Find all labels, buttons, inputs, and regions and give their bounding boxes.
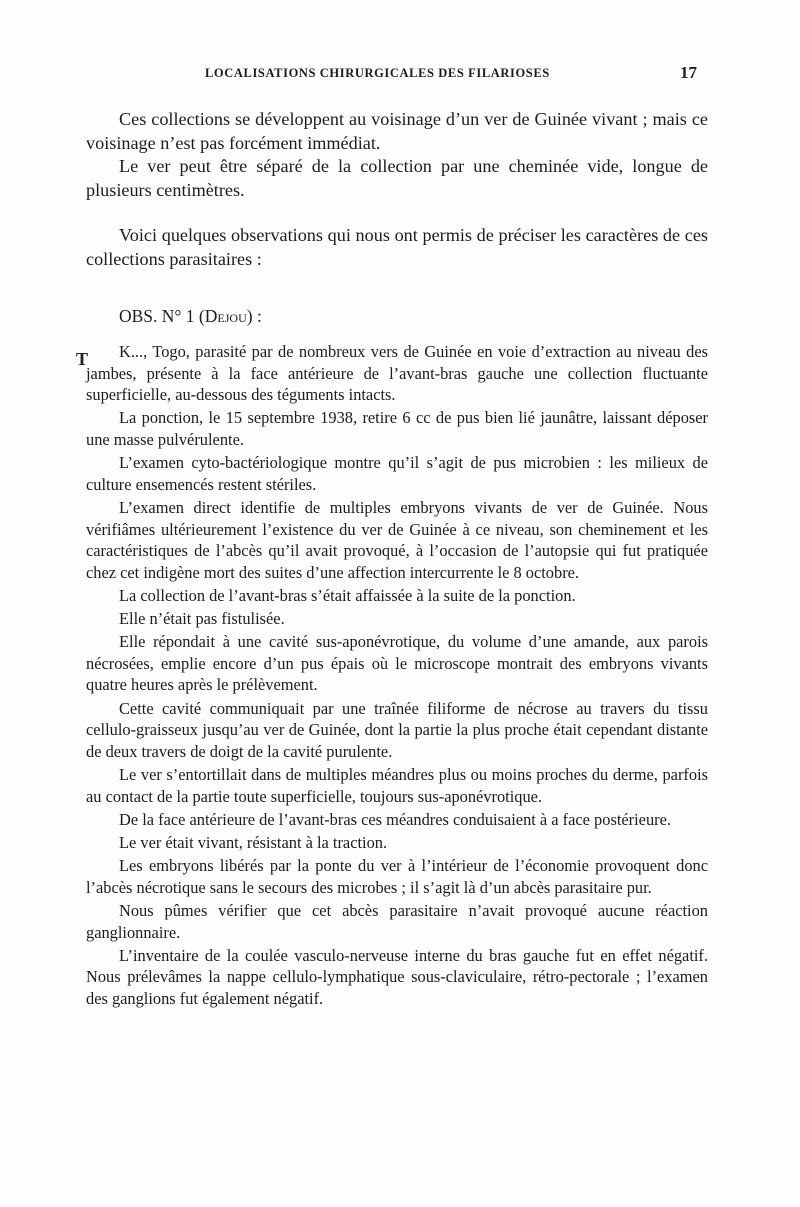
- body-paragraph: Elle répondait à une cavité sus-aponévrotique, du volume d’une amande, aux parois nécrosées, emplie encore d’un pus épais où le microscope montrait des embryons vivants quatre heures après le prélèvement.: [86, 632, 708, 695]
- observation-label: OBS. N° 1 (: [119, 306, 205, 326]
- observation-body: [86, 341, 708, 1011]
- body-paragraph: Le ver s’entortillait dans de multiples méandres plus ou moins proches du derme, parfois au contact de la partie toute superficielle, toujours sus-aponévrotique.: [86, 765, 708, 806]
- intro-paragraph: Voici quelques observations qui nous ont permis de préciser les caractères de ces collections parasitaires :: [86, 225, 708, 269]
- body-paragraph: L’examen direct identifie de multiples embryons vivants de ver de Guinée. Nous vérifiâmes ultérieurement l’existence du ver de Guinée à ce niveau, son cheminement et les caractéristiques de l’abcès qu’il avait provoqué, à l’occasion de l’autopsie qui fut pratiquée chez cet indigène mort des suites d’une affection intercurrente le 8 octobre.: [86, 497, 708, 582]
- intro-paragraph: Ces collections se développent au voisinage d’un ver de Guinée vivant ; mais ce voisinage n’est pas forcément immédiat.: [86, 109, 708, 153]
- margin-mark: T: [76, 349, 89, 369]
- body-paragraph: K..., Togo, parasité par de nombreux vers de Guinée en voie d’extraction au niveau des jambes, présente à la face antérieure de l’avant-bras gauche une collection fluctuante superficielle, au-dessous des téguments intacts.: [86, 342, 708, 405]
- running-title: LOCALISATIONS CHIRURGICALES DES FILARIOSES: [205, 66, 550, 80]
- body-paragraph: Le ver était vivant, résistant à la traction.: [119, 833, 388, 852]
- body-paragraph: Elle n’était pas fistulisée.: [119, 609, 285, 629]
- observation-author: Dejou: [204, 306, 247, 326]
- intro-section: [86, 108, 708, 271]
- body-paragraph: Nous pûmes vérifier que cet abcès parasitaire n’avait provoqué aucune réaction ganglionnaire.: [86, 900, 708, 942]
- body-paragraph: La collection de l’avant-bras s’était affaissée à la suite de la ponction.: [119, 585, 576, 605]
- page-header: [0, 63, 800, 86]
- body-paragraph: Cette cavité communiquait par une traînée filiforme de nécrose au travers du tissu cellulo-graisseux jusqu’au ver de Guinée, dont la partie la plus proche était cependant distante de deux travers de doigt de la cavité purulente.: [86, 698, 708, 761]
- body-paragraph: L’inventaire de la coulée vasculo-nerveuse interne du bras gauche fut en effet négatif. Nous prélevâmes la nappe cellulo-lymphatique sous-claviculaire, rétro-pectorale ; l’examen des ganglions fut également négatif.: [86, 945, 708, 1008]
- observation-heading: [119, 306, 262, 327]
- observation-suffix: ) :: [246, 306, 262, 326]
- intro-paragraph: Le ver peut être séparé de la collection par une cheminée vide, longue de plusieurs centimètres.: [86, 156, 708, 200]
- body-paragraph: De la face antérieure de l’avant-bras ces méandres conduisaient à a face postérieure.: [119, 809, 671, 829]
- page-number: 17: [680, 63, 697, 82]
- body-paragraph: L’examen cyto-bactériologique montre qu’il s’agit de pus microbien : les milieux de culture ensemencés restent stériles.: [86, 453, 708, 494]
- body-paragraph: Les embryons libérés par la ponte du ver à l’intérieur de l’économie provoquent donc l’abcès nécrotique sans le secours des microbes ; il s’agit là d’un abcès parasitaire pur.: [86, 856, 708, 897]
- body-paragraph: La ponction, le 15 septembre 1938, retire 6 cc de pus bien lié jaunâtre, laissant déposer une masse pulvérulente.: [86, 408, 708, 449]
